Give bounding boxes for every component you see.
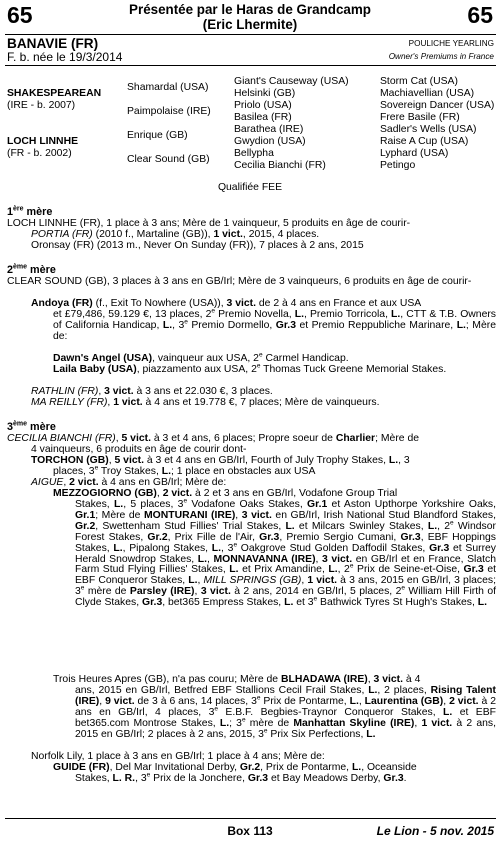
dam2-laila-baby: Laila Baby (USA), piazzamento aux USA, 2e Thomas Tuck Greene Memorial Stakes.	[53, 362, 447, 375]
dam3-guide: GUIDE (FR), Del Mar Invitational Derby, Gr.2, Prix de Pontarme, L., Oceanside	[53, 762, 417, 773]
section-2-heading: 2ème mère	[7, 263, 56, 276]
dam3-guide-record: Stakes, L. R., 3e Prix de la Jonchere, Gr.3 et Bay Meadows Derby, Gr.3.	[75, 771, 407, 784]
dam2-andoya: Andoya (FR) (f., Exit To Nowhere (USA)), 3 vict. de 2 à 4 ans en France et aux USA	[31, 298, 422, 309]
pedigree-gen4-4: Frere Basile (FR)	[380, 112, 460, 123]
dam3-mezzogiorno-record: Stakes, L., 5 places, 3e Vodafone Oaks Stakes, Gr.1 et Aston Upthorpe Yorkshire Oaks, Gr.1; Mère de MONTURANI (IRE), 3 vict. en GB/Irl, Irish National Stud Blandford Stakes, Gr.2, Swettenham Stud Fillies' Trial Stakes, L. et Milcars Swinley Stakes, L., 2e Windsor Forest Stakes, Gr.2, Prix Fille de l'Air, Gr.3, Premio Sergio Cumani, Gr.3, EBF Hoppings Stakes, L., Pipalong Stakes, L., 3e Oakgrove Stud Golden Daffodil Stakes, Gr.3 et Surrey Herald Snowdrop Stakes, L., MONNAVANNA (IRE), 3 vict. en GB/Irl et en France, Slatch Farm Stud Flying Fillies' Stakes, L. et Prix Amandine, L., 2e Prix de Seine-et-Oise, Gr.3 et EBF Conqueror Stakes, L., MILL SPRINGS (GB), 1 vict. à 3 ans, 2015 en GB/Irl, 3 places; 3e mère de Parsley (IRE), 3 vict. à 2 ans, 2014 en GB/Irl, 5 places, 2e William Hill Firth of Clyde Stakes, Gr.3, bet365 Empress Stakes, L. et 3e Bathwick Tyres St Hugh's Stakes, L.	[75, 497, 497, 609]
horse-category: POULICHE YEARLING	[408, 39, 494, 48]
footer-rule	[5, 818, 496, 819]
sire-info: (IRE - b. 2007)	[7, 100, 76, 111]
lot-number-left: 65	[7, 2, 33, 28]
dam3-summary-cont: 4 vainqueurs, 6 produits en âge de courir dont-	[31, 444, 247, 455]
dam2-ma-reilly: MA REILLY (FR), 1 vict. à 4 ans et 19.778 €, 7 places; Mère de vainqueurs.	[31, 397, 380, 408]
dam3-norfolk-lily: Norfolk Lily, 1 place à 3 ans en GB/Irl; 1 place à 4 ans; Mère de:	[31, 751, 325, 762]
dam3-aigue: AIGUE, 2 vict. à 4 ans en GB/Irl; Mère de:	[31, 477, 227, 488]
dam2-rathlin: RATHLIN (FR), 3 vict. à 3 ans et 22.030 €, 3 places.	[31, 386, 273, 397]
dam2-andoya-record: et £79,486, 59.129 €, 13 places, 2e Premio Novella, L., Premio Torricola, L., CTT & T.B. Owners of California Handicap, L., 3e Premio Dormello, Gr.3 et Premio Reppubliche Marinare, L.; Mère de:	[53, 307, 496, 342]
consignor-line-1: Présentée par le Haras de Grandcamp	[129, 2, 371, 17]
dam3-torchon: TORCHON (GB), 5 vict. à 3 et 4 ans en GB/Irl, Fourth of July Trophy Stakes, L., 3	[31, 455, 410, 466]
dam2-dawns-angel: Dawn's Angel (USA), vainqueur aux USA, 2e Carmel Handicap.	[53, 351, 349, 364]
pedigree-gen4-6: Raise A Cup (USA)	[380, 136, 469, 147]
consignor-title	[0, 2, 500, 32]
pedigree-gen3-4: Basilea (FR)	[234, 112, 292, 123]
pedigree-gen4-1: Storm Cat (USA)	[380, 76, 458, 87]
pedigree-gen3-1: Giant's Causeway (USA)	[234, 76, 349, 87]
dam-name: LOCH LINNHE	[7, 136, 78, 147]
dam1-produce-2: Oronsay (FR) (2013 m., Never On Sunday (FR)), 7 places à 2 ans, 2015	[31, 240, 364, 251]
pedigree-gen4-8: Petingo	[380, 160, 416, 171]
dam2-summary: CLEAR SOUND (GB), 3 places à 3 ans en GB/Irl; Mère de 3 vainqueurs, 6 produits en âge de courir-	[7, 276, 472, 287]
dam-info: (FR - b. 2002)	[7, 148, 72, 159]
dam3-torchon-cont: places, 3e Troy Stakes, L.; 1 place en obstacles aux USA	[53, 464, 316, 477]
section-3-heading: 3ème mère	[7, 420, 56, 433]
lot-number-right: 65	[467, 2, 493, 28]
pedigree-gen4-5: Sadler's Wells (USA)	[380, 124, 477, 135]
horse-birth: F. b. née le 19/3/2014	[7, 50, 123, 64]
qualification: Qualifiée FEE	[217, 182, 283, 193]
dam3-mezzogiorno: MEZZOGIORNO (GB), 2 vict. à 2 et 3 ans en GB/Irl, Vodafone Group Trial	[53, 488, 398, 499]
header-rule	[5, 34, 496, 35]
pedigree-gen3-3: Priolo (USA)	[234, 100, 292, 111]
section-1-heading: 1ère mère	[7, 205, 53, 218]
pedigree-gen3-6: Gwydion (USA)	[234, 136, 306, 147]
sale-info: Le Lion - 5 nov. 2015	[376, 824, 494, 838]
dam1-produce-1: PORTIA (FR) (2010 f., Martaline (GB)), 1 vict., 2015, 4 places.	[31, 229, 320, 240]
consignor-line-2: (Eric Lhermite)	[202, 17, 298, 32]
horse-name: BANAVIE (FR)	[7, 36, 99, 51]
dam1-summary: LOCH LINNHE (FR), 1 place à 3 ans; Mère de 1 vainqueur, 5 produits en âge de courir-	[7, 218, 411, 229]
pedigree-gen4-3: Sovereign Dancer (USA)	[380, 100, 495, 111]
pedigree-gen2-2: Paimpolaise (IRE)	[127, 106, 211, 117]
dam3-summary: CECILIA BIANCHI (FR), 5 vict. à 3 et 4 ans, 6 places; Propre soeur de Charlier; Mère de	[7, 433, 420, 444]
dam3-trois-heures: Trois Heures Apres (GB), n'a pas couru; Mère de BLHADAWA (IRE), 3 vict. à 4	[53, 674, 421, 685]
pedigree-gen3-7: Bellypha	[234, 148, 274, 159]
pedigree-gen3-8: Cecilia Bianchi (FR)	[234, 160, 326, 171]
pedigree-gen3-2: Helsinki (GB)	[234, 88, 296, 99]
box-number: Box 113	[227, 824, 273, 838]
sire-name: SHAKESPEAREAN	[7, 88, 102, 99]
pedigree-gen2-4: Clear Sound (GB)	[127, 154, 210, 165]
pedigree-gen2-1: Shamardal (USA)	[127, 82, 209, 93]
pedigree-gen2-3: Enrique (GB)	[127, 130, 188, 141]
owner-premiums: Owner's Premiums in France	[388, 52, 494, 61]
pedigree-gen4-2: Machiavellian (USA)	[380, 88, 475, 99]
dam3-trois-heures-record: ans, 2015 en GB/Irl, Betfred EBF Stallions Cecil Frail Stakes, L., 2 places, Rising Talent (IRE), 9 vict. de 3 à 6 ans, 14 places, 3e Prix de Pontarme, L., Laurentina (GB), 2 vict. à 2 ans en GB/Irl, 4 places, 3e E.B.F. Begbies-Traynor Conqueror Stakes, L. et EBF bet365.com Montrose Stakes, L.; 3e mère de Manhattan Skyline (IRE), 1 vict. à 2 ans, 2015 en GB/Irl; 2 places à 2 ans, 2015, 3e Prix Six Perfections, L.	[75, 685, 497, 740]
pedigree-gen4-7: Lyphard (USA)	[380, 148, 449, 159]
pedigree-rule	[5, 65, 496, 66]
pedigree-gen3-5: Barathea (IRE)	[234, 124, 304, 135]
